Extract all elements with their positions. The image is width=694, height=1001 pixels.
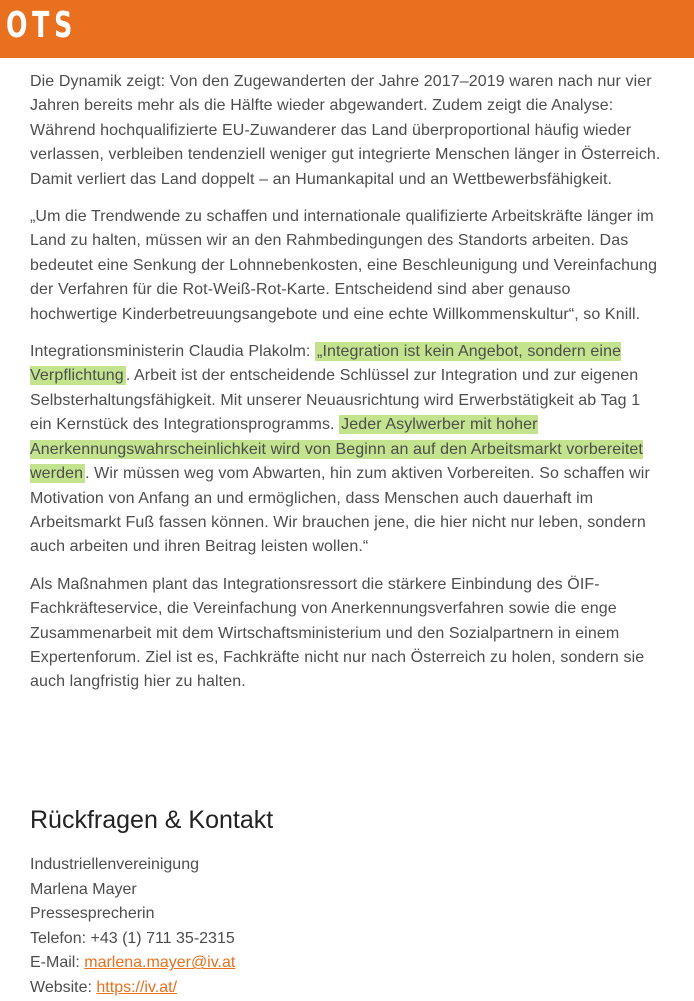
article-paragraph-1: Die Dynamik zeigt: Von den Zugewanderten der Jahre 2017–2019 waren nach nur vier Jahren bereits mehr als die Hälfte wieder abgewandert. Zudem zeigt die Analyse: Während hochqualifizierte EU-Zuwanderer das Land überproportional häufig wieder verlassen, verbleiben tendenziell weniger gut integrierte Menschen länger in Österreich. Damit verliert das Land doppelt – an Humankapital und an Wettbewerbsfähigkeit.: [30, 73, 661, 188]
ots-logo[interactable]: OTS: [6, 5, 77, 46]
contact-email-row: [30, 951, 235, 976]
article-paragraph-3: [30, 340, 662, 560]
highlighted-statement: Jeder Asylwerber mit hoher Anerkennungswahrscheinlichkeit wird von Beginn an auf den Arbeitsmarkt vorbereitet werden: [30, 416, 643, 483]
website-label: Website:: [30, 978, 97, 996]
contact-block: [30, 853, 235, 1001]
contact-phone-row: [30, 927, 235, 952]
paragraph-text: . Wir müssen weg vom Abwarten, hin zum aktiven Vorbereiten. So schaffen wir Motivation von Anfang an und ermöglichen, dass Menschen auch dauerhaft im Arbeitsmarkt Fuß fassen können. Wir brauchen jene, die hier nicht nur leben, sondern auch arbeiten und ihren Beitrag leisten wollen.“: [30, 465, 650, 556]
phone-number: +43 (1) 711 35-2315: [90, 929, 235, 947]
article-paragraph-4: Als Maßnahmen plant das Integrationsressort die stärkere Einbindung des ÖIF-Fachkräfteservice, die Vereinfachung von Anerkennungsverfahren sowie die enge Zusammenarbeit mit dem Wirtschaftsministerium und den Sozialpartnern in einem Expertenforum. Ziel ist es, Fachkräfte nicht nur nach Österreich zu holen, sondern sie auch langfristig hier zu halten.: [30, 575, 645, 691]
phone-label: Telefon:: [30, 929, 91, 947]
paragraph-text: Integrationsministerin Claudia Plakolm:: [30, 343, 316, 361]
website-link[interactable]: https://iv.at/: [96, 978, 178, 996]
highlighted-quote: „Integration ist kein Angebot, sondern eine Verpflichtung: [30, 343, 622, 385]
email-label: E-Mail:: [30, 954, 85, 972]
contact-website-row: [30, 976, 235, 1001]
paragraph-text: . Arbeit ist der entscheidende Schlüssel zur Integration und zur eigenen Selbsterhaltungsfähigkeit. Mit unserer Neuausrichtung wird Erwerbstätigkeit ab Tag 1 ein Kernstück des Integrationsprogramms.: [30, 367, 641, 434]
email-link[interactable]: marlena.mayer@iv.at: [84, 954, 236, 972]
contact-name: Marlena Mayer: [30, 880, 137, 898]
contact-role: Pressesprecherin: [30, 905, 155, 923]
contact-organization: Industriellenvereinigung: [30, 856, 199, 873]
contact-heading: Rückfragen & Kontakt: [30, 806, 274, 834]
top-bar: [0, 0, 694, 58]
article-body: [30, 70, 662, 708]
article-paragraph-2: „Um die Trendwende zu schaffen und internationale qualifizierte Arbeitskräfte länger im Land zu halten, müssen wir an den Rahmbedingungen des Standorts arbeiten. Das bedeutet eine Senkung der Lohnnebenkosten, eine Beschleunigung und Vereinfachung der Verfahren für die Rot-Weiß-Rot-Karte. Entscheidend sind aber genauso hochwertige Kinderbetreuungsangebote und eine echte Willkommenskultur“, so Knill.: [30, 208, 658, 323]
